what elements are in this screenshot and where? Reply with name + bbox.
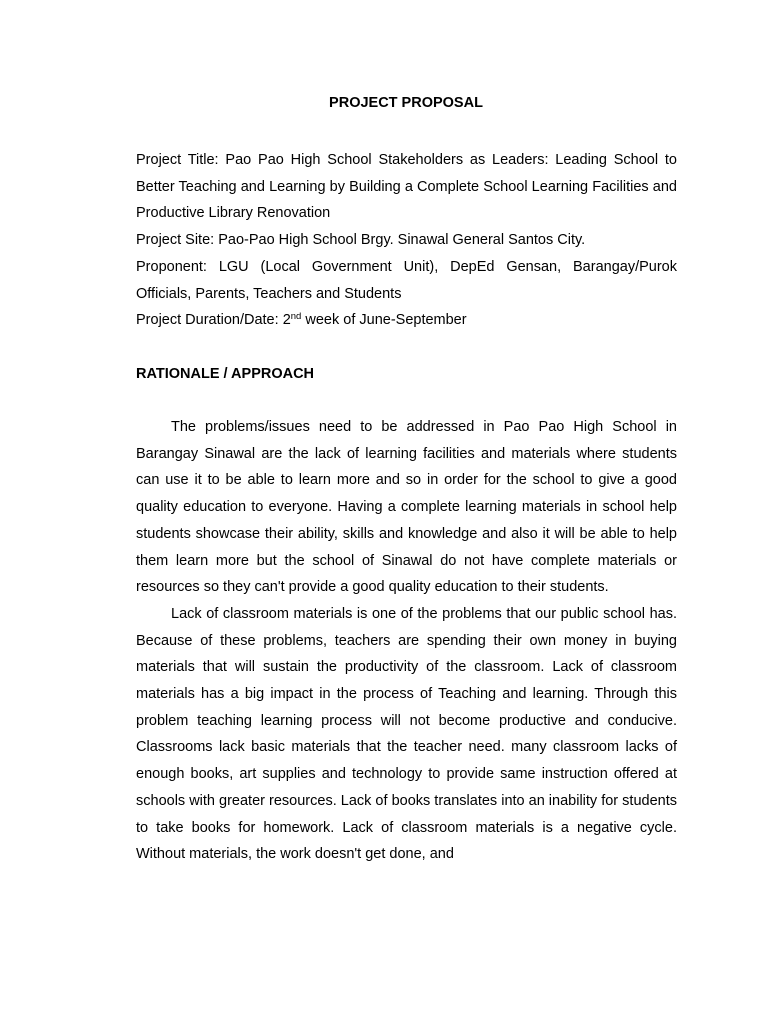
project-site-label: Project Site: <box>136 232 215 249</box>
document-title: PROJECT PROPOSAL <box>329 95 483 111</box>
project-duration-number: 2 <box>282 312 291 329</box>
project-title-field <box>136 147 677 227</box>
project-fields <box>136 147 677 334</box>
project-site-value: Pao-Pao High School Brgy. Sinawal General Santos City. <box>218 232 586 249</box>
project-site-field <box>136 227 677 254</box>
proponent-label: Proponent: <box>136 258 207 275</box>
project-duration-label: Project Duration/Date: <box>136 312 279 329</box>
project-duration-rest: week of June-September <box>305 312 467 329</box>
project-duration-ordinal: nd <box>290 311 302 323</box>
body-paragraph: The problems/issues need to be addressed in Pao Pao High School in Barangay Sinawal are the lack of learning facilities and materials where students can use it to be able to learn more and so in order for the school to give a good quality education to everyone. Having a complete learning materials in school help students showcase their ability, skills and knowledge and also it will be able to help them learn more but the school of Sinawal do not have complete materials or resources so they can't provide a good quality education to their students. <box>136 419 677 596</box>
project-duration-field <box>136 307 677 334</box>
section-heading: RATIONALE / APPROACH <box>136 366 315 382</box>
project-title-value: Pao Pao High School Stakeholders as Leaders: Leading School to Better Teaching and Learning by Building a Complete School Learning Facilities and Productive Library Renovation <box>136 152 677 222</box>
proponent-value: LGU (Local Government Unit), DepEd Gensan, Barangay/Purok Officials, Parents, Teachers and Students <box>136 258 677 302</box>
proponent-field <box>136 254 677 307</box>
body-paragraph: Lack of classroom materials is one of the problems that our public school has. Because of these problems, teachers are spending their own money in buying materials that will sustain the productivity of the classroom. Lack of classroom materials has a big impact in the process of Teaching and learning. Through this problem teaching learning process will not become productive and conducive. Classrooms lack basic materials that the teacher need. many classroom lacks of enough books, art supplies and technology to provide same instruction offered at schools with greater resources. Lack of books translates into an inability for students to take books for homework. Lack of classroom materials is a negative cycle. Without materials, the work doesn't get done, and <box>136 605 677 863</box>
rationale-body <box>136 414 677 868</box>
project-title-label: Project Title: <box>136 152 219 168</box>
